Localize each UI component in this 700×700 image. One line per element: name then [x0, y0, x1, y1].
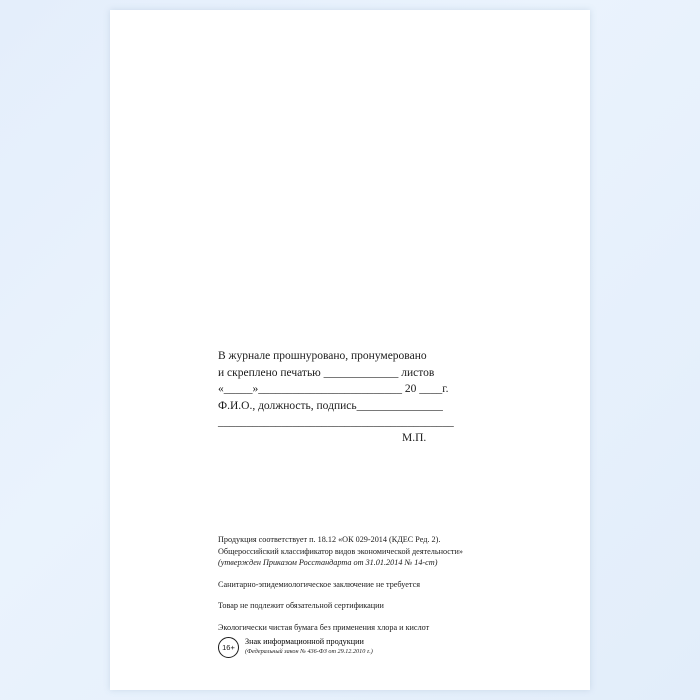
age-rating-row [218, 636, 373, 658]
spacer [218, 612, 558, 622]
certification-line: «_____»_________________________ 20 ____г. [218, 383, 449, 395]
footer-paragraph: Общероссийский классификатор видов экономической деятельности» [218, 546, 463, 556]
footer-paragraph: Экологически чистая бумага без применения хлора и кислот [218, 622, 430, 632]
certification-line: В журнале прошнуровано, пронумеровано [218, 350, 427, 362]
age-rating-texts [245, 636, 373, 656]
age-rating-icon: 16+ [218, 637, 239, 658]
document-page [110, 10, 590, 690]
spacer [218, 569, 558, 579]
footer-paragraph: Санитарно-эпидемиологическое заключение не требуется [218, 579, 420, 589]
certification-block [218, 348, 548, 431]
footer-paragraph: Товар не подлежит обязательной сертификации [218, 601, 384, 610]
certification-line: _________________________________________ [218, 416, 454, 428]
stamp-label: М.П. [402, 432, 427, 444]
certification-line: и скреплено печатью _____________ листов [218, 366, 435, 379]
certification-line: Ф.И.О., должность, подпись_______________ [218, 399, 443, 412]
age-rating-subtitle: (Федеральный закон № 436-ФЗ от 29.12.2010 г.) [245, 648, 373, 655]
age-rating-title: Знак информационной продукции [245, 637, 364, 646]
footer-paragraph: (утвержден Приказом Росстандарта от 31.01.2014 № 14-ст) [218, 558, 438, 567]
footer-block [218, 534, 558, 633]
spacer [218, 590, 558, 600]
footer-paragraph: Продукция соответствует п. 18.12 «ОК 029-2014 (КДЕС Ред. 2). [218, 535, 441, 544]
